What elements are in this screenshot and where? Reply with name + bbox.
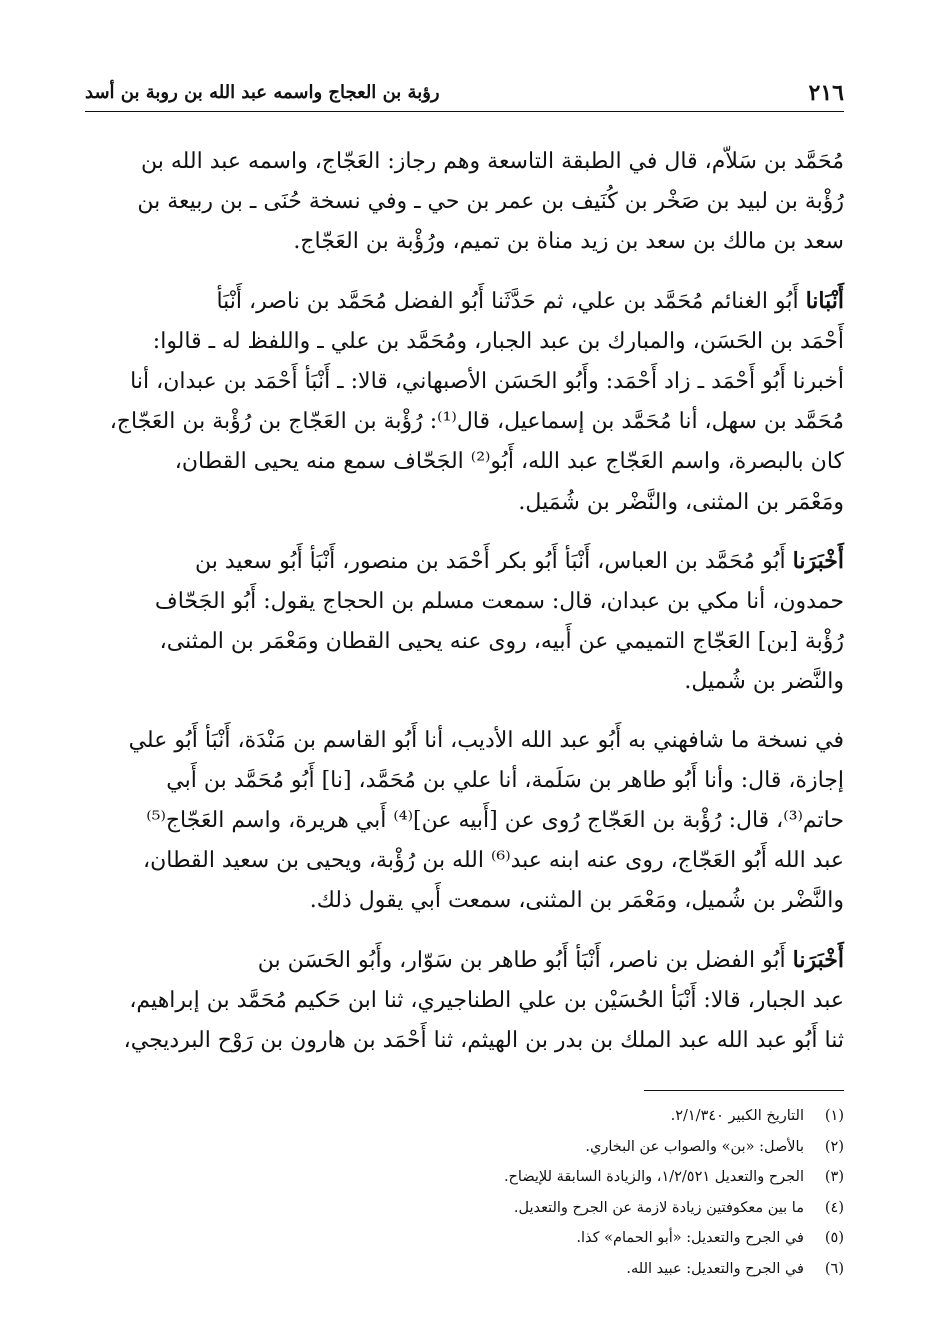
paragraph	[85, 541, 844, 703]
line-text: أَبُو الفضل بن ناصر، أَنْبَأ أَبُو طاهر بن سَوّار، وأَبُو الحَسَن بن	[257, 947, 786, 973]
text-line: أخبرنا أَبُو أَحْمَد ـ زاد أَحْمَد: وأَبُو الحَسَن الأصبهاني، قالا: ـ أَنْبَأ أَحْمَد بن عبدان، أنا	[130, 369, 844, 395]
footnote-text: في الجرح والتعديل: «أبو الحمام» كذا.	[576, 1230, 804, 1246]
footnote-text: في الجرح والتعديل: عبيد الله.	[626, 1260, 804, 1277]
footnote	[85, 1132, 844, 1163]
footnote-number: (٤)	[824, 1199, 844, 1216]
footnote-text: بالأصل: «بن» والصواب عن البخاري.	[585, 1138, 804, 1155]
paragraph	[85, 281, 844, 523]
line-text: أَبُو مُحَمَّد بن العباس، أَنْبَأ أَبُو بكر أَحْمَد بن منصور، أَنْبَأ أَبُو سعيد بن	[195, 548, 786, 574]
text-line: ومَعْمَر بن المثنى، والنَّضْر بن شُمَيل.	[518, 489, 844, 515]
footnote-number: (٣)	[824, 1169, 844, 1185]
paragraph	[85, 721, 844, 922]
text-line: كان بالبصرة، واسم العَجّاج عبد الله، أَبُو⁽²⁾ الجَحّاف سمع منه يحيى القطان،	[174, 449, 844, 475]
text-line: حمدون، أنا مكي بن عبدان، قال: سمعت مسلم بن الحجاج يقول: أَبُو الجَحّاف	[154, 589, 844, 615]
footnote	[85, 1101, 844, 1132]
text-line: أَحْمَد بن الحَسَن، والمبارك بن عبد الجبار، ومُحَمَّد بن علي ـ واللفظ له ـ قالوا:	[152, 328, 844, 354]
running-title: رؤبة بن العجاج واسمه عبد الله بن روبة بن أسد	[85, 82, 440, 103]
text-line: مُحَمَّد بن سَلاّم، قال في الطبقة التاسعة وهم رجاز: العَجّاج، واسمه عبد الله بن	[140, 149, 844, 174]
text-line	[85, 541, 844, 582]
text-line: ثنا أَبُو عبد الله عبد الملك بن بدر بن الهيثم، ثنا أَحْمَد بن هارون بن رَوْح البرديجي،	[123, 1028, 844, 1054]
text-line: عبد الله أَبُو العَجّاج، روى عنه ابنه عبد⁽⁶⁾ الله بن رُؤْبة، ويحيى بن سعيد القطان،	[142, 848, 844, 874]
lead-word: أَخْبَرَنا	[792, 946, 844, 973]
text-line: عبد الجبار، قالا: أَنْبَأ الحُسَيْن بن علي الطناجيري، ثنا ابن حَكيم مُحَمَّد بن إبراهيم،	[129, 987, 844, 1013]
text-line: والنَّضر بن شُميل.	[684, 669, 844, 695]
paragraph	[85, 940, 844, 1062]
text-line	[85, 940, 844, 981]
text-line: إجازة، قال: وأنا أَبُو طاهر بن سَلَمة، أنا علي بن مُحَمَّد، [نا] أَبُو مُحَمَّد بن أَبي	[166, 767, 844, 793]
paragraph	[85, 142, 844, 263]
line-text: أَبُو الغنائم مُحَمَّد بن علي، ثم حَدَّثَنا أَبُو الفضل مُحَمَّد بن ناصر، أَنْبَأ	[216, 288, 799, 314]
footnote	[85, 1193, 844, 1224]
text-line: في نسخة ما شافهني به أَبُو عبد الله الأديب، أنا أَبُو القاسم بن مَنْدَة، أَنْبَأ أَبُو علي	[128, 727, 844, 753]
lead-word: أَنْبَانا	[805, 287, 844, 314]
text-line: مُحَمَّد بن سهل، أنا مُحَمَّد بن إسماعيل، قال⁽¹⁾: رُؤْبة بن العَجّاج بن رُؤْبة بن العَجّاج،	[109, 409, 844, 435]
text-line: رُؤْبة [بن] العَجّاج التميمي عن أَبيه، روى عنه يحيى القطان ومَعْمَر بن المثنى،	[159, 629, 844, 655]
text-line: حاتم⁽³⁾، قال: رُؤْبة بن العَجّاج رُوى عن [أَبيه عن]⁽⁴⁾ أَبي هريرة، واسم العَجّاج⁽⁵⁾	[146, 808, 844, 834]
text-line: سعد بن مالك بن سعد بن زيد مناة بن تميم، ورُؤْبة بن العَجّاج.	[293, 229, 844, 255]
footnotes	[85, 1090, 844, 1284]
footnote	[85, 1254, 844, 1285]
text-line: رُؤْبة بن لبيد بن صَخْر بن كُنَيف بن عمر بن حي ـ وفي نسخة حُنَى ـ بن ربيعة بن	[137, 189, 844, 215]
main-text	[85, 142, 844, 1079]
footnote-text: ما بين معكوفتين زيادة لازمة عن الجرح والتعديل.	[513, 1199, 804, 1216]
footnote-divider	[644, 1090, 844, 1091]
footnote-number: (٦)	[824, 1260, 844, 1277]
page-header	[85, 78, 844, 112]
page-number: ٢١٦	[808, 79, 844, 106]
lead-word: أَخْبَرَنا	[792, 547, 844, 574]
text-line	[85, 281, 844, 322]
footnote	[85, 1223, 844, 1254]
footnote-text: الجرح والتعديل ١/٢/٥٢١، والزيادة السابقة للإيضاح.	[503, 1169, 804, 1185]
footnote-number: (١)	[824, 1108, 844, 1124]
footnote	[85, 1162, 844, 1193]
text-line: والنَّضْر بن شُميل، ومَعْمَر بن المثنى، سمعت أَبي يقول ذلك.	[309, 888, 844, 914]
footnote-number: (٥)	[824, 1230, 844, 1246]
footnote-text: التاريخ الكبير ٢/١/٣٤٠.	[670, 1108, 804, 1124]
footnote-number: (٢)	[824, 1138, 844, 1155]
